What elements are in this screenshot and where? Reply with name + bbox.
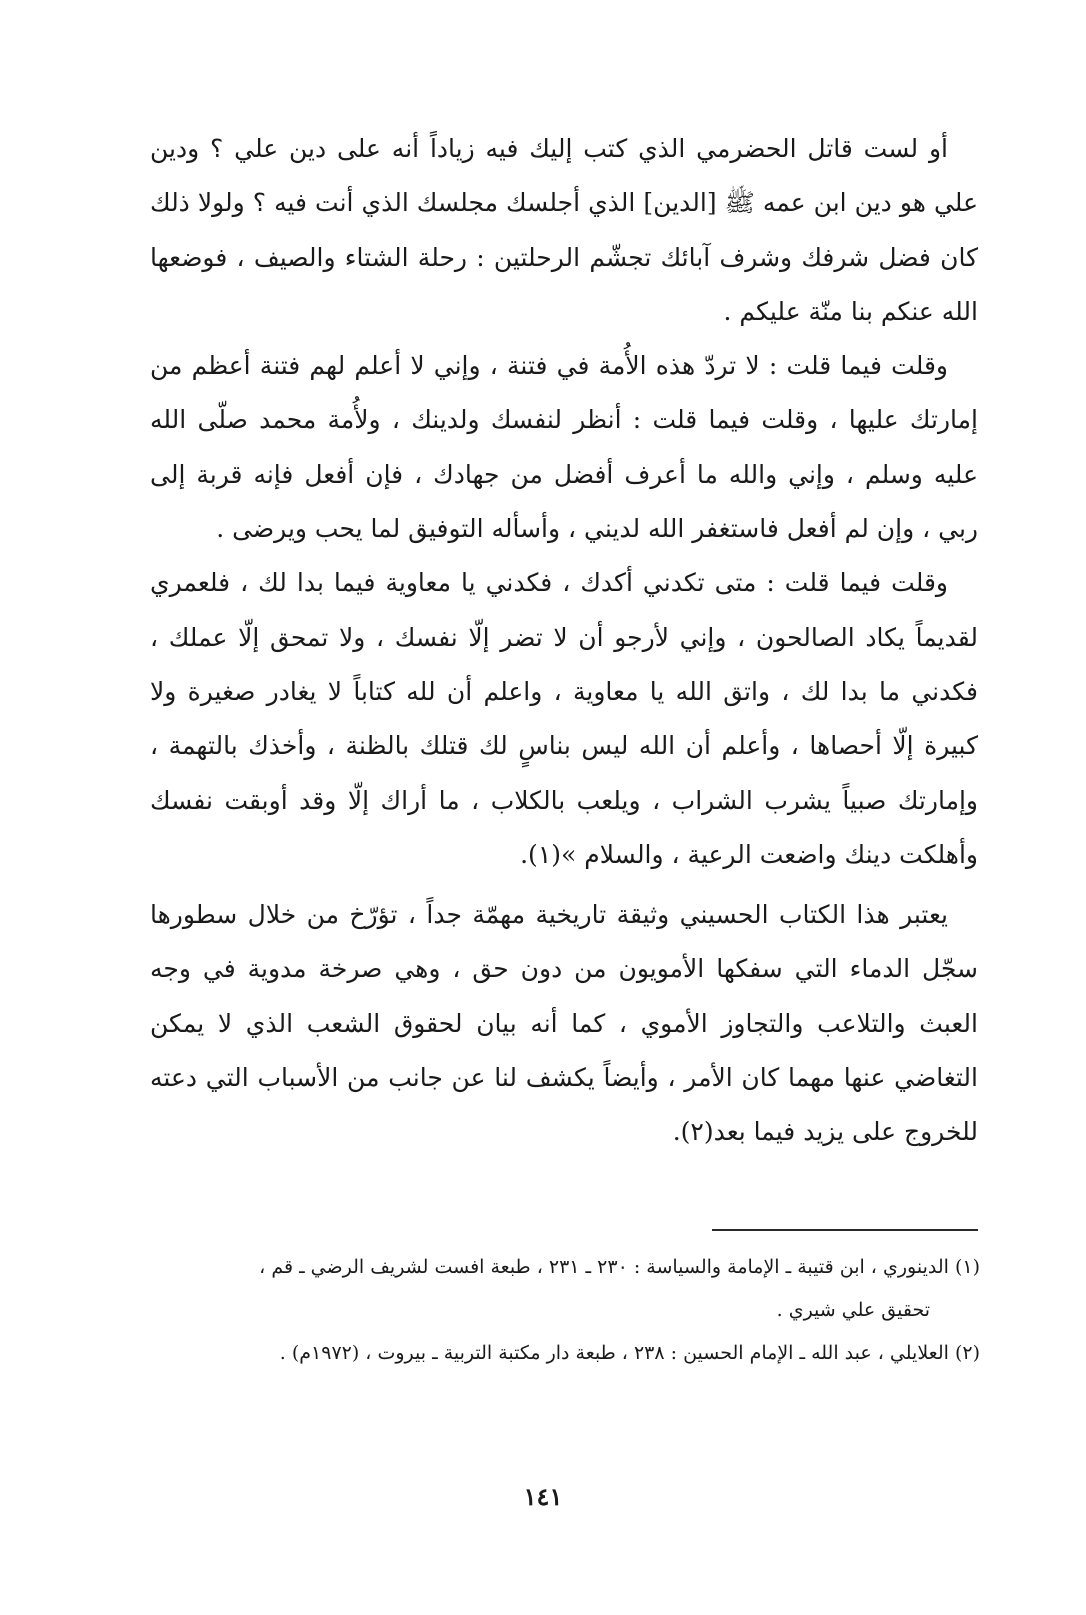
footnote-1-line-2: تحقيق علي شيري . <box>776 1299 930 1321</box>
paragraph-2: وقلت فيما قلت : لا تردّ هذه الأُمة في فتنة ، وإني لا أعلم لهم فتنة أعظم من إمارتك عليها ، وقلت فيما قلت : أنظر لنفسك ولدينك ، ولأُمة محمد صلّى الله عليه وسلم ، وإني والله ما أعرف أفضل من جهادك ، فإن أفعل فإنه قربة إلى ربي ، وإن لم أفعل فاستغفر الله لديني ، وأسأله التوفيق لما يحب ويرضى . <box>150 351 978 544</box>
footnote-1-line-1: (١) الدينوري ، ابن قتيبة ـ الإمامة والسياسة : ٢٣٠ ـ ٢٣١ ، طبعة افست لشريف الرضي ـ قم ، <box>259 1256 980 1278</box>
footnote-separator <box>712 1229 978 1231</box>
footnotes <box>150 1246 980 1375</box>
paragraph-1: أو لست قاتل الحضرمي الذي كتب إليك فيه زياداً أنه على دين علي ؟ ودين علي هو دين ابن عمه ﷺ [الدين] الذي أجلسك مجلسك الذي أنت فيه ؟ ولولا ذلك كان فضل شرفك وشرف آبائك تجشّم الرحلتين : رحلة الشتاء والصيف ، فوضعها الله عنكم بنا منّة عليكم . <box>150 134 978 326</box>
page-number: ١٤١ <box>523 1482 563 1511</box>
main-text <box>150 122 978 1160</box>
paragraph-4: يعتبر هذا الكتاب الحسيني وثيقة تاريخية مهمّة جداً ، تؤرّخ من خلال سطورها سجّل الدماء التي سفكها الأمويون من دون حق ، وهي صرخة مدوية في وجه العبث والتلاعب والتجاوز الأموي ، كما أنه بيان لحقوق الشعب الذي لا يمكن التغاضي عنها مهما كان الأمر ، وأيضاً يكشف لنا عن جانب من الأسباب التي دعته للخروج على يزيد فيما بعد(٢). <box>150 900 978 1147</box>
paragraph-3: وقلت فيما قلت : متى تكدني أكدك ، فكدني يا معاوية فيما بدا لك ، فلعمري لقديماً يكاد الصالحون ، وإني لأرجو أن لا تضر إلّا نفسك ، ولا تمحق إلّا عملك ، فكدني ما بدا لك ، واتق الله يا معاوية ، واعلم أن لله كتاباً لا يغادر صغيرة ولا كبيرة إلّا أحصاها ، وأعلم أن الله ليس بناسٍ لك قتلك بالظنة ، وأخذك بالتهمة ، وإمارتك صبياً يشرب الشراب ، ويلعب بالكلاب ، ما أراك إلّا وقد أوبقت نفسك وأهلكت دينك واضعت الرعية ، والسلام »(١). <box>150 568 978 869</box>
footnote-2: (٢) العلايلي ، عبد الله ـ الإمام الحسين : ٢٣٨ ، طبعة دار مكتبة التربية ـ بيروت ، (١٩٧٢م) . <box>279 1342 980 1364</box>
